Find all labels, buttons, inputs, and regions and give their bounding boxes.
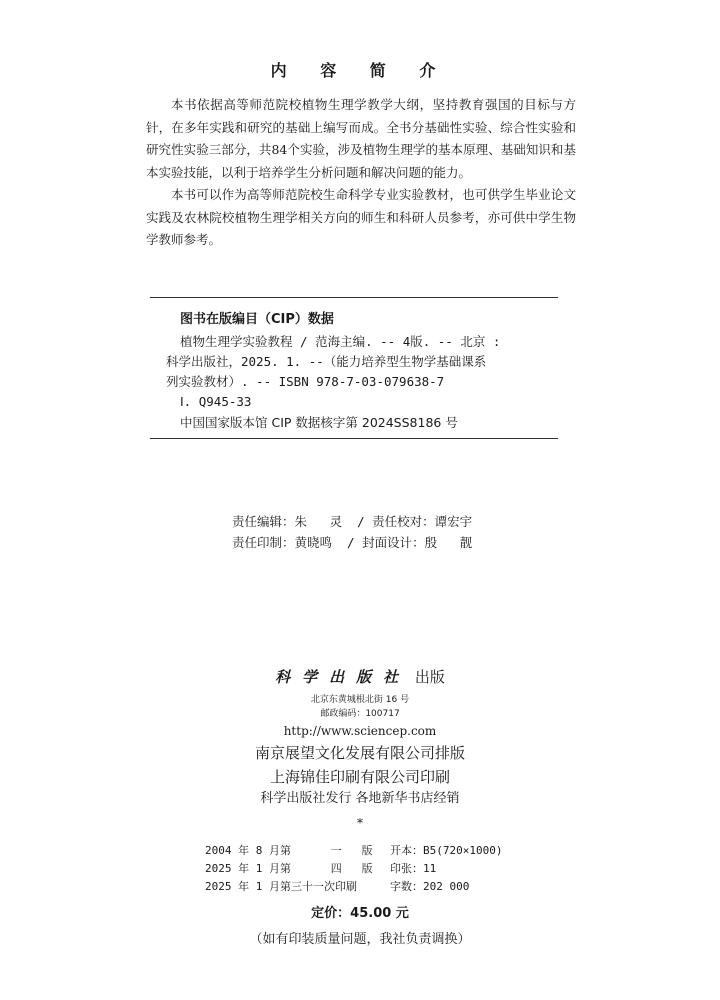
cip-heading: 图书在版编目（CIP）数据	[180, 312, 334, 327]
printer: 上海锦佳印刷有限公司印刷	[269, 768, 450, 786]
credits-line-2: 责任印制：黄晓鸣 / 封面设计：殷 靓	[232, 535, 473, 550]
cip-classification: Ⅰ. Q945-33	[180, 394, 252, 409]
edition-row	[205, 878, 502, 896]
publisher-name: 科学出版社	[275, 668, 411, 686]
edition-info: 开本：B5(720×1000)	[390, 844, 503, 857]
cip-block	[150, 297, 558, 439]
publisher-address: 北京东黄城根北街 16 号	[310, 695, 410, 705]
publisher-suffix: 出版	[414, 668, 445, 686]
cip-line-3: 列实验教材）. -- ISBN 978-7-03-079638-7	[166, 374, 445, 389]
price: 定价：45.00 元	[311, 906, 409, 921]
cip-record-number: 中国国家版本馆 CIP 数据核字第 2024SS8186 号	[180, 415, 458, 430]
edition-row	[205, 860, 502, 878]
distribution: 科学出版社发行 各地新华书店经销	[260, 791, 460, 806]
intro-paragraph-1: 本书依据高等师范院校植物生理学教学大纲，坚持教育强国的目标与方针，在多年实践和研究的基础上编写而成。全书分基础性实验、综合性实验和研究性实验三部分，共84个实验，涉及植物生理学的基本原理、基础知识和基本实验技能，以利于培养学生分析问题和解决问题的能力。	[146, 97, 576, 180]
publisher-url: http://www.sciencep.com	[283, 724, 437, 738]
publisher-postcode: 邮政编码：100717	[320, 709, 400, 719]
cip-body	[166, 332, 554, 412]
publisher-block	[0, 666, 720, 835]
edition-info: 字数：202 000	[390, 880, 470, 893]
intro-paragraph-2: 本书可以作为高等师范院校生命科学专业实验教材，也可供学生毕业论文实践及农林院校植物生理学相关方向的师生和科研人员参考，亦可供中学生物学教师参考。	[146, 187, 576, 247]
edition-date: 2025 年 1 月第三十一次印刷	[205, 880, 357, 893]
edition-date: 2025 年 1 月第 四 版	[205, 862, 373, 875]
publisher-line	[0, 666, 720, 687]
credits-line-1: 责任编辑：朱 灵 / 责任校对：谭宏宇	[232, 514, 473, 529]
edition-row	[205, 842, 502, 860]
separator-star: *	[357, 816, 363, 830]
cip-line-1: 植物生理学实验教程 / 范海主编. -- 4版. -- 北京 :	[180, 334, 501, 349]
typesetter: 南京展望文化发展有限公司排版	[254, 744, 465, 762]
edition-date: 2004 年 8 月第 一 版	[205, 844, 373, 857]
page-title: 内 容 简 介	[270, 61, 450, 80]
credits	[232, 511, 472, 553]
cip-line-2: 科学出版社，2025. 1. --（能力培养型生物学基础课系	[166, 354, 487, 369]
quality-note: （如有印装质量问题，我社负责调换）	[249, 932, 471, 947]
edition-info: 印张：11	[390, 862, 437, 875]
edition-table	[205, 842, 502, 896]
intro-section	[146, 94, 576, 252]
